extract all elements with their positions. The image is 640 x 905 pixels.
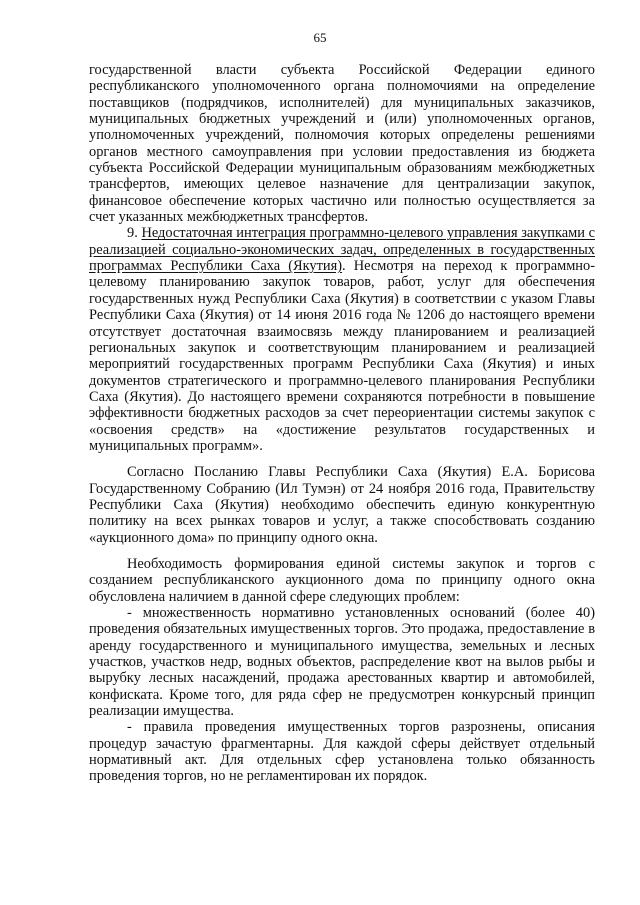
message-paragraph: Согласно Посланию Главы Республики Саха (Якутия) Е.А. Борисова Государственному Собранию (Ил Тумэн) от 24 ноября 2016 года, Правительству Республики Саха (Якутия) необходимо обеспечить единую конкурентную политику на всех рынках товаров и услуг, а также способствовать созданию «аукционного дома» по принципу одного окна.: [89, 464, 595, 546]
document-body: [89, 62, 595, 785]
page-number: 65: [313, 30, 327, 45]
item-9-number: 9.: [127, 225, 138, 242]
problem-item-2: - правила проведения имущественных торгов разрознены, описания процедур зачастую фрагментарны. Для каждой сферы действует отдельный нормативный акт. Для отдельных сфер установлена только обязанность проведения торгов, но не регламентирован их порядок.: [89, 719, 595, 785]
problem-item-1: - множественность нормативно установленных оснований (более 40) проведения обязательных имущественных торгов. Это продажа, предоставление в аренду государственного и муниципального имущества, земельных и лесных участков, участков недр, водных объектов, распределение квот на вылов рыбы и вырубку лесных насаждений, продажа арестованных квартир и автомобилей, конфиската. Кроме того, для ряда сфер не предусмотрен конкурсный принцип реализации имущества.: [89, 605, 595, 720]
necessity-paragraph: Необходимость формирования единой системы закупок и торгов с созданием республиканского аукционного дома по принципу одного окна обусловлена наличием в данной сфере следующих проблем:: [89, 555, 595, 605]
item-9-paragraph: [89, 225, 595, 454]
item-9-text: . Несмотря на переход к программно-целевому планированию закупок товаров, работ, услуг для обеспечения государственных нужд Республики Саха (Якутия) в соответствии с указом Главы Республики Саха (Якутия) от 14 июня 2016 года № 1206 до настоящего времени отсутствует достаточная взаимосвязь между планированием и реализацией региональных закупок и соответствующим планированием и реализацией мероприятий государственных программ Республики Саха (Якутия) и иных документов стратегического и программно-целевого планирования Республики Саха (Якутия). До настоящего времени сохраняются потребности в повышение эффективности бюджетных расходов за счет переориентации системы закупок с «освоения средств» на «достижение результатов государственных и муниципальных программ».: [89, 258, 595, 454]
item-9-heading: Недостаточная интеграция программно-целевого управления закупками с реализацией социально-экономических задач, определенных в государственных программах Республики Саха (Якутия): [89, 225, 595, 275]
continuation-paragraph: государственной власти субъекта Российской Федерации единого республиканского уполномоченного органа полномочиями на определение поставщиков (подрядчиков, исполнителей) для муниципальных заказчиков, муниципальных бюджетных учреждений и (или) уполномоченных органов, уполномоченных учреждений, полномочия которых определены решениями органов местного самоуправления при условии предоставления из бюджета субъекта Российской Федерации муниципальным образованиям межбюджетных трансфертов, имеющих целевое назначение для централизации закупок, финансовое обеспечение которых частично или полностью осуществляется за счет указанных межбюджетных трансфертов.: [89, 62, 595, 226]
